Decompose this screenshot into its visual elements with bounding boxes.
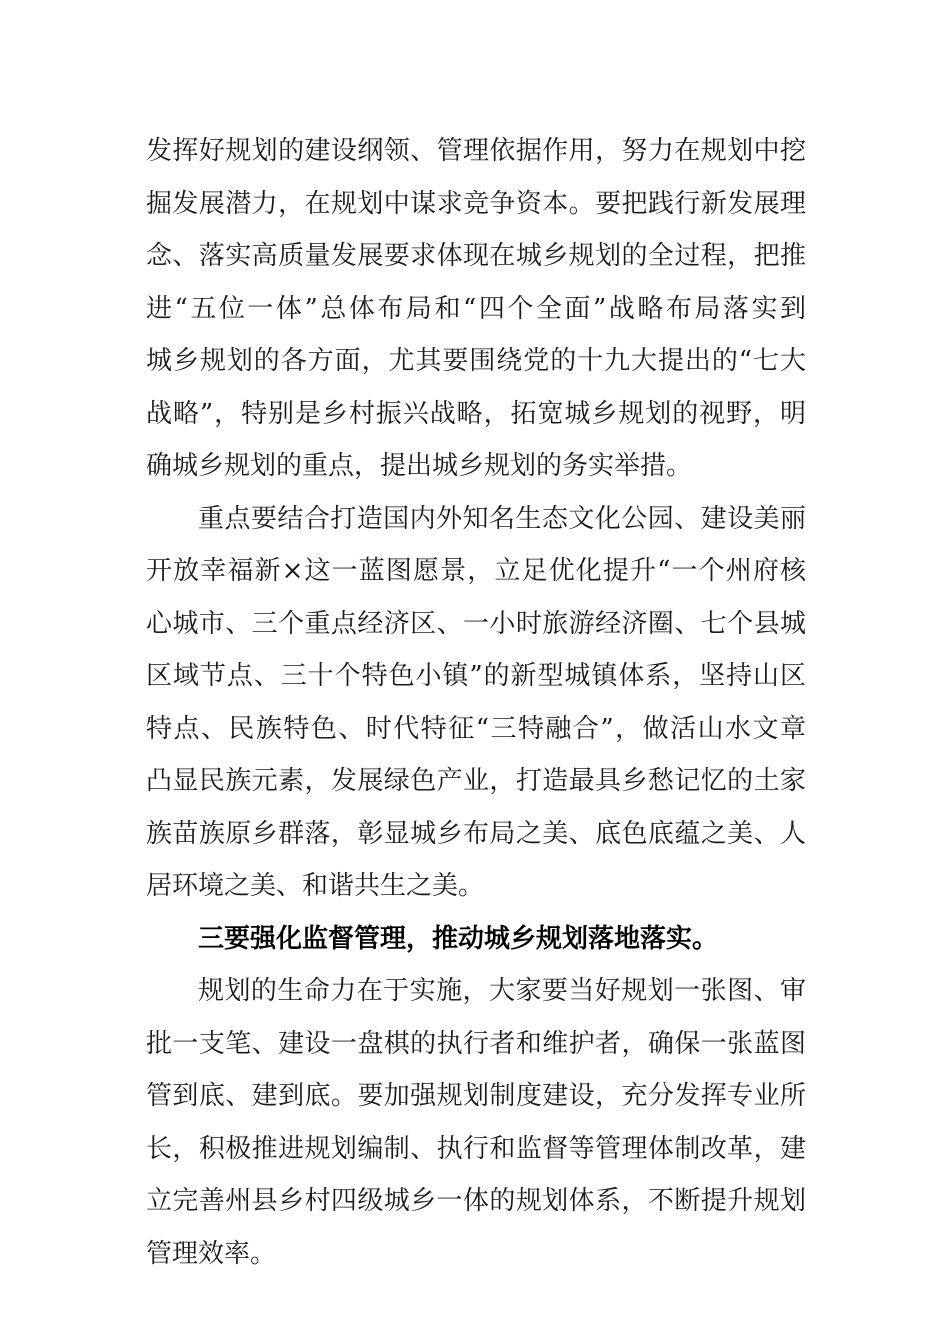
document-body bbox=[146, 125, 806, 1280]
text-line: 重点要结合打造国内外知名生态文化公园、建设美丽 bbox=[198, 503, 806, 534]
text-line: 族苗族原乡群落，彰显城乡布局之美、底色底蕴之美、人 bbox=[146, 818, 806, 849]
text-line: 管到底、建到底。要加强规划制度建设，充分发挥专业所 bbox=[146, 1081, 806, 1111]
text-line: 城乡规划的各方面，尤其要围绕党的十九大提出的“七大 bbox=[146, 346, 806, 376]
text-line: 批一支笔、建设一盘棋的执行者和维护者，确保一张蓝图 bbox=[146, 1028, 806, 1059]
text-line: 特点、民族特色、时代特征“三特融合”，做活山水文章 bbox=[146, 713, 806, 744]
text-line: 立完善州县乡村四级城乡一体的规划体系，不断提升规划 bbox=[146, 1186, 806, 1216]
section-heading: 三要强化监督管理，推动城乡规划落地落实。 bbox=[198, 923, 719, 954]
text-line: 凸显民族元素，发展绿色产业，打造最具乡愁记忆的土家 bbox=[146, 766, 806, 796]
text-line: 战略”，特别是乡村振兴战略，拓宽城乡规划的视野，明 bbox=[146, 398, 806, 429]
text-line: 管理效率。 bbox=[146, 1238, 277, 1269]
text-line: 开放幸福新×这一蓝图愿景，立足优化提升“一个州府核 bbox=[146, 556, 806, 586]
text-line: 进“五位一体”总体布局和“四个全面”战略布局落实到 bbox=[146, 293, 806, 324]
text-line: 心城市、三个重点经济区、一小时旅游经济圈、七个县城 bbox=[146, 608, 806, 639]
text-line: 念、落实高质量发展要求体现在城乡规划的全过程，把推 bbox=[146, 241, 806, 271]
text-line: 长，积极推进规划编制、执行和监督等管理体制改革，建 bbox=[146, 1133, 806, 1164]
text-line: 确城乡规划的重点，提出城乡规划的务实举措。 bbox=[146, 451, 693, 481]
text-line: 规划的生命力在于实施，大家要当好规划一张图、审 bbox=[198, 976, 806, 1006]
text-line: 掘发展潜力，在规划中谋求竞争资本。要把践行新发展理 bbox=[146, 188, 806, 219]
text-line: 居环境之美、和谐共生之美。 bbox=[146, 871, 485, 901]
text-line: 发挥好规划的建设纲领、管理依据作用，努力在规划中挖 bbox=[146, 136, 806, 166]
text-line: 区域节点、三十个特色小镇”的新型城镇体系，坚持山区 bbox=[146, 661, 806, 691]
